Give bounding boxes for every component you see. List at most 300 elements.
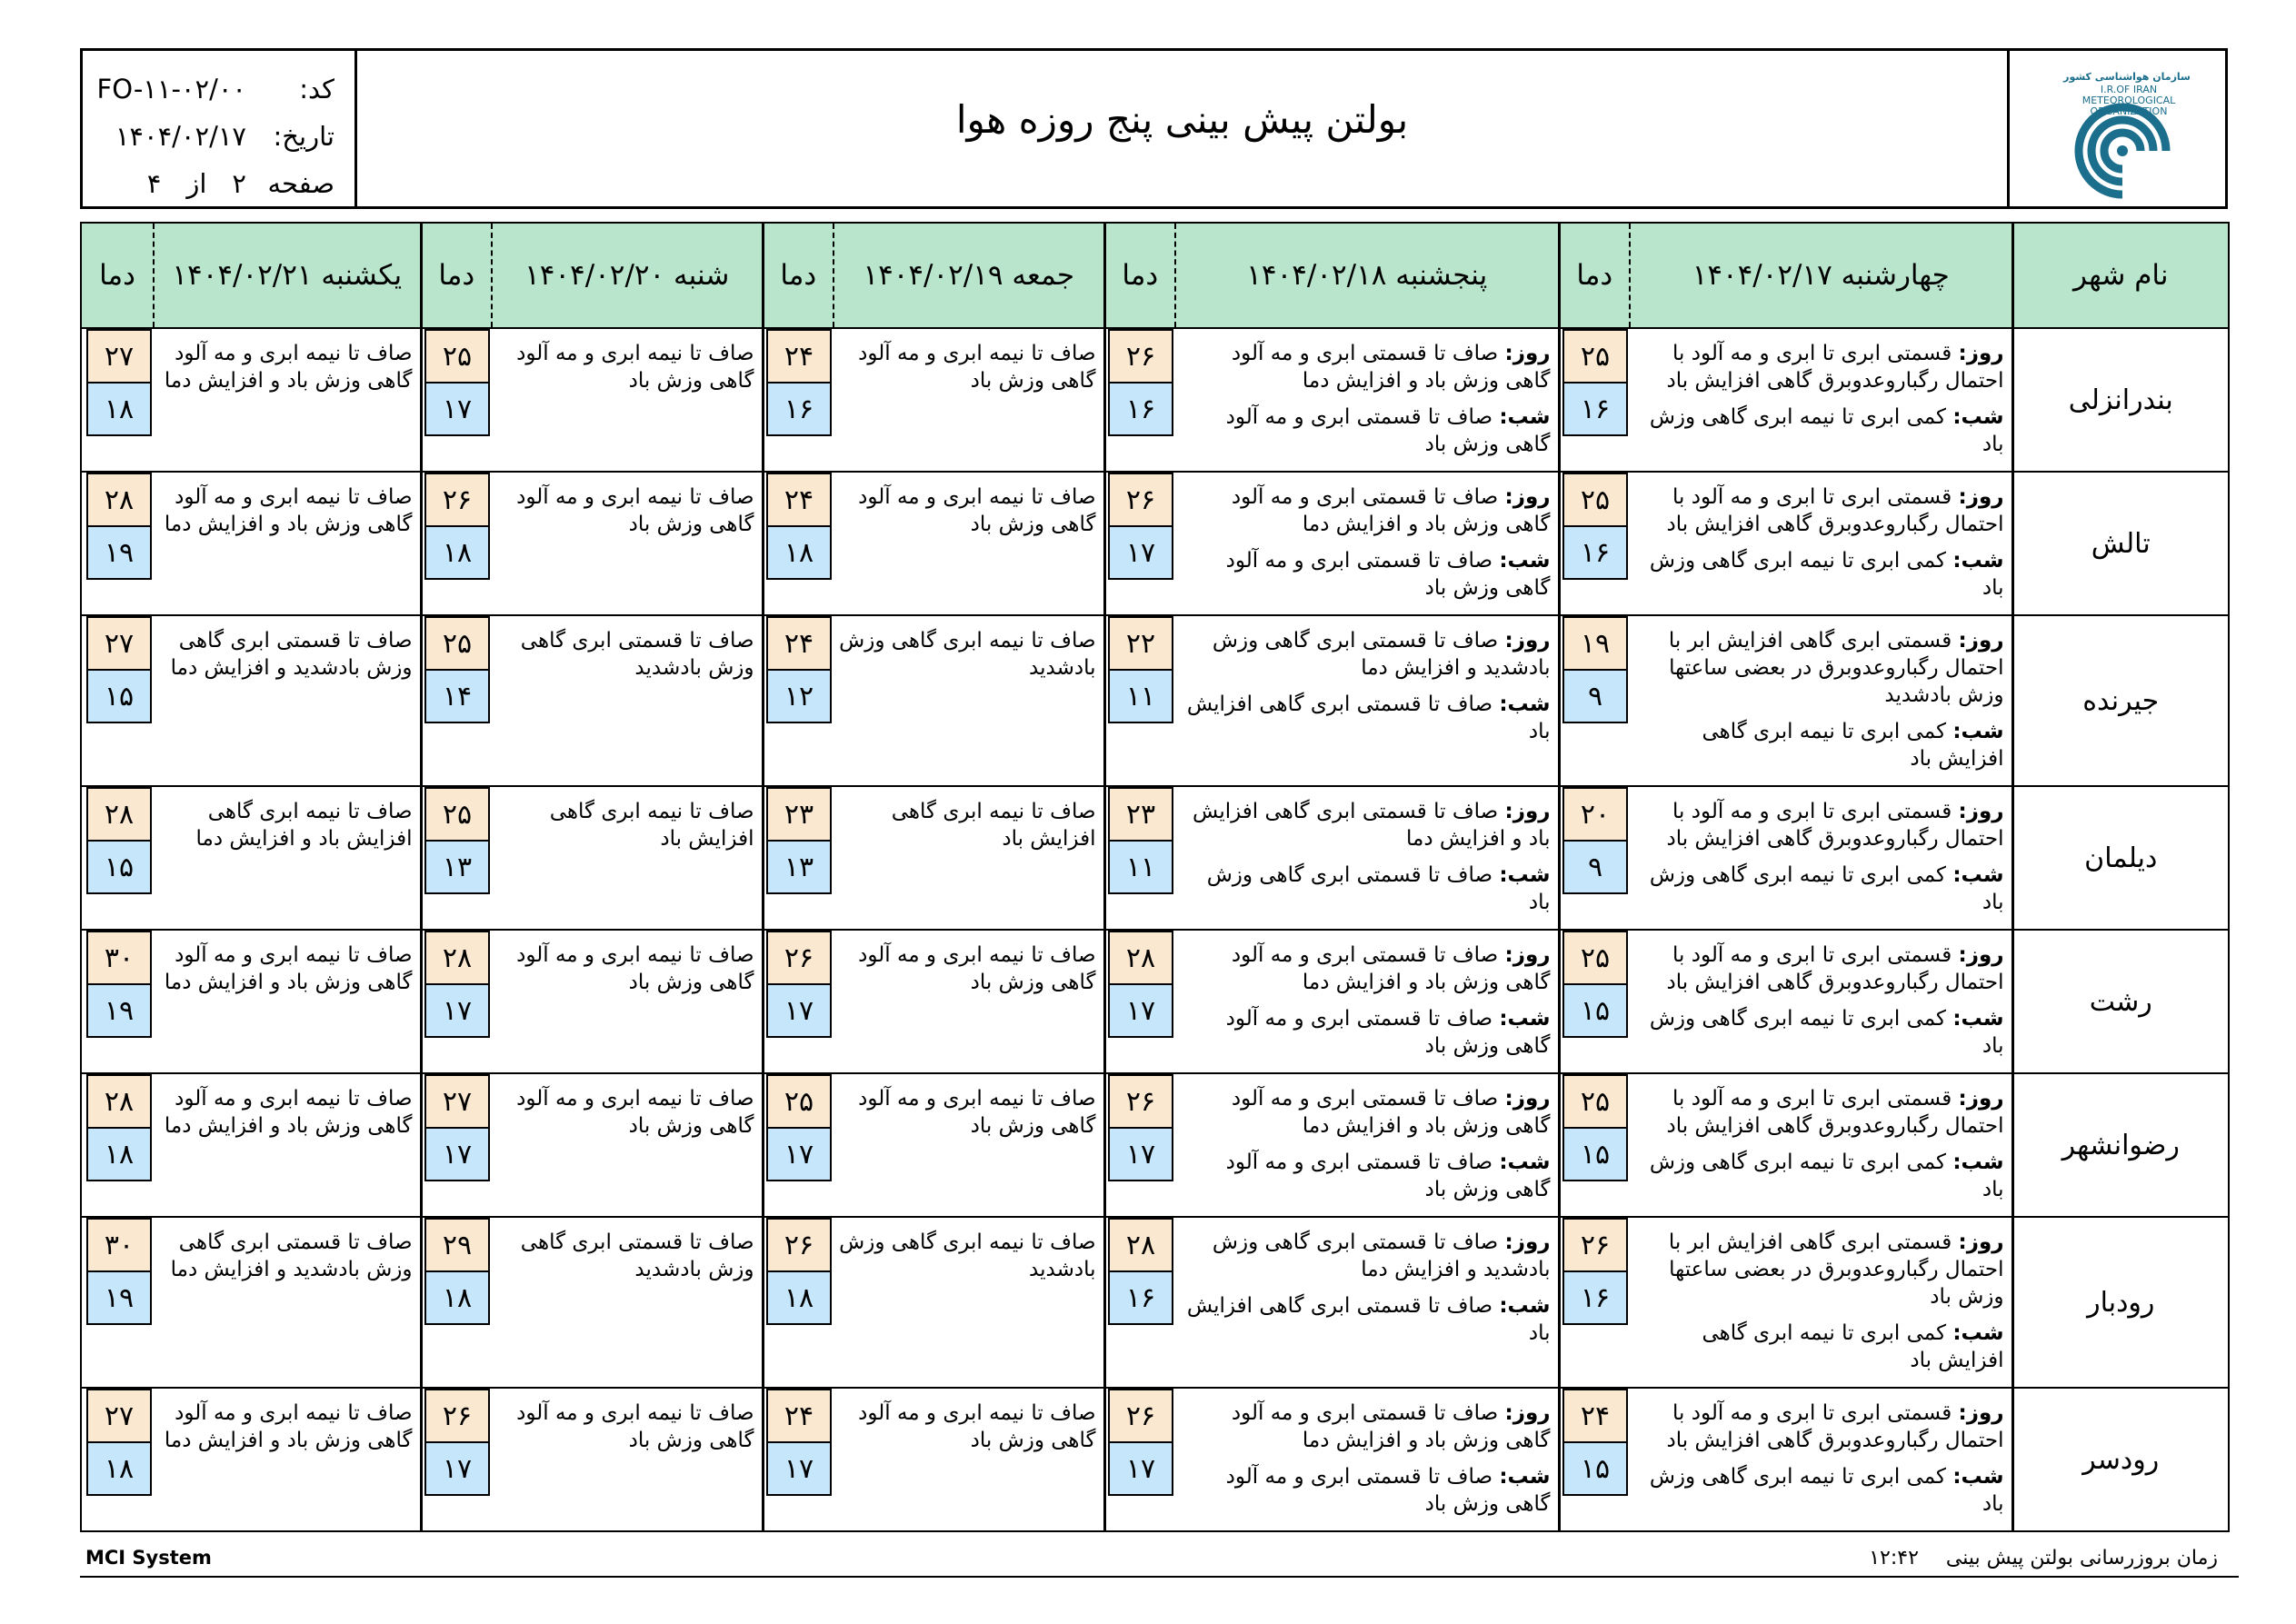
max-temperature: ۲۴ (768, 618, 830, 671)
temperature-box (1562, 1218, 1628, 1325)
temperature-cell (421, 472, 492, 615)
night-label: شب: (1499, 1151, 1551, 1174)
night-text: کمی ابری تا نیمه ابری گاهی افزایش باد (1702, 720, 2004, 771)
max-temperature: ۲۸ (1110, 932, 1172, 985)
min-temperature: ۱۸ (426, 1272, 488, 1323)
night-text: صاف تا قسمتی ابری و مه آلود گاهی وزش باد (1225, 405, 1551, 456)
min-temperature: ۱۹ (88, 985, 150, 1036)
temperature-cell (1559, 1217, 1630, 1388)
forecast-description (1630, 786, 2012, 930)
max-temperature: ۲۷ (88, 1390, 150, 1443)
day-label: روز: (1958, 1401, 2004, 1425)
forecast-description (492, 472, 763, 615)
forecast-text: صاف تا نیمه ابری و مه آلود گاهی وزش باد و افزایش دما (164, 342, 413, 393)
day-text: صاف تا قسمتی ابری و مه آلود گاهی وزش باد و افزایش دما (1231, 1087, 1551, 1138)
night-label: شب: (1499, 405, 1551, 429)
night-forecast (1181, 1463, 1551, 1518)
day-label: روز: (1958, 1230, 2004, 1254)
min-temperature: ۱۶ (1110, 384, 1172, 434)
day-text: قسمتی ابری تا ابری و مه آلود با احتمال رگباروعدوبرق گاهی افزایش باد (1666, 1087, 2004, 1138)
max-temperature: ۲۸ (88, 789, 150, 842)
temperature-cell (763, 615, 834, 786)
temperature-cell (81, 1388, 154, 1531)
max-temperature: ۲۸ (88, 1076, 150, 1129)
forecast-description (1630, 472, 2012, 615)
temperature-box (86, 616, 152, 723)
organization-logo (2007, 51, 2225, 206)
temperature-cell (81, 930, 154, 1073)
temperature-cell (81, 615, 154, 786)
table-row (81, 328, 2229, 472)
min-temperature: ۱۶ (1110, 1272, 1172, 1323)
night-text: صاف تا قسمتی ابری گاهی افزایش باد (1186, 1294, 1551, 1345)
temperature-cell (81, 1073, 154, 1217)
temperature-cell (421, 786, 492, 930)
temperature-box (766, 787, 832, 894)
table-row (81, 472, 2229, 615)
min-temperature: ۱۸ (768, 527, 830, 578)
max-temperature: ۲۶ (1110, 1076, 1172, 1129)
temperature-cell (1104, 1073, 1175, 1217)
day-label: روز: (1958, 342, 2004, 365)
max-temperature: ۲۵ (1564, 1076, 1626, 1129)
day-4-temp-header: دما (421, 223, 492, 328)
temperature-box (1108, 329, 1173, 436)
forecast-description (492, 1388, 763, 1531)
max-temperature: ۲۵ (426, 789, 488, 842)
min-temperature: ۱۷ (1110, 1129, 1172, 1180)
code-value: FO-۱۱-۰۲/۰۰ (96, 74, 246, 105)
update-label: زمان بروزرسانی بولتن پیش بینی (1945, 1547, 2218, 1569)
day-forecast (1181, 483, 1551, 538)
min-temperature: ۱۸ (88, 1129, 150, 1180)
day-text: قسمتی ابری گاهی افزایش ابر با احتمال رگباروعدوبرق در بعضی ساعتها وزش بادشدید (1668, 629, 2004, 707)
forecast-table-body (81, 328, 2229, 1531)
temperature-cell (763, 472, 834, 615)
day-text: قسمتی ابری تا ابری و مه آلود با احتمال رگباروعدوبرق گاهی افزایش باد (1666, 485, 2004, 536)
day-forecast (1635, 483, 2004, 538)
max-temperature: ۲۴ (768, 331, 830, 384)
forecast-description (1175, 328, 1559, 472)
min-temperature: ۱۷ (426, 1443, 488, 1494)
min-temperature: ۱۲ (768, 671, 830, 722)
min-temperature: ۱۷ (426, 1129, 488, 1180)
forecast-text: صاف تا نیمه ابری گاهی وزش بادشدید (839, 1230, 1096, 1281)
temperature-cell (763, 1388, 834, 1531)
night-label: شب: (1952, 549, 2004, 573)
min-temperature: ۱۵ (1564, 985, 1626, 1036)
forecast-text: صاف تا نیمه ابری و مه آلود گاهی وزش باد (516, 1401, 754, 1452)
city-column-header: نام شهر (2012, 223, 2229, 328)
forecast-table (80, 222, 2230, 1532)
night-forecast (1181, 1292, 1551, 1347)
forecast-description (834, 930, 1104, 1073)
max-temperature: ۲۶ (426, 474, 488, 527)
day-text: صاف تا قسمتی ابری و مه آلود گاهی وزش باد و افزایش دما (1231, 943, 1551, 994)
temperature-cell (1559, 786, 1630, 930)
temperature-box (86, 473, 152, 580)
forecast-text: صاف تا نیمه ابری و مه آلود گاهی وزش باد و افزایش دما (164, 943, 413, 994)
temperature-cell (81, 786, 154, 930)
night-text: صاف تا قسمتی ابری و مه آلود گاهی وزش باد (1225, 1151, 1551, 1201)
temperature-cell (421, 1073, 492, 1217)
min-temperature: ۱۷ (1110, 527, 1172, 578)
date-value: ۱۴۰۴/۰۲/۱۷ (115, 121, 246, 152)
page-of-label: از (186, 168, 207, 199)
max-temperature: ۱۹ (1564, 618, 1626, 671)
forecast-description (834, 1388, 1104, 1531)
max-temperature: ۲۵ (426, 331, 488, 384)
night-text: کمی ابری تا نیمه ابری گاهی وزش باد (1649, 1151, 2004, 1201)
night-label: شب: (1499, 863, 1551, 887)
min-temperature: ۱۸ (426, 527, 488, 578)
min-temperature: ۱۳ (426, 842, 488, 892)
temperature-box (86, 1218, 152, 1325)
night-text: کمی ابری تا نیمه ابری گاهی وزش باد (1649, 1465, 2004, 1516)
forecast-text: صاف تا نیمه ابری و مه آلود گاهی وزش باد (858, 943, 1096, 994)
min-temperature: ۹ (1564, 842, 1626, 892)
forecast-description (1630, 328, 2012, 472)
max-temperature: ۲۸ (426, 932, 488, 985)
max-temperature: ۲۶ (1564, 1220, 1626, 1272)
table-row (81, 1217, 2229, 1388)
table-row (81, 930, 2229, 1073)
temperature-box (766, 473, 832, 580)
day-forecast (1635, 1229, 2004, 1310)
max-temperature: ۲۴ (768, 474, 830, 527)
city-name: جیرنده (2012, 615, 2229, 786)
min-temperature: ۱۶ (1564, 1272, 1626, 1323)
footer-divider (80, 1576, 2239, 1578)
temperature-box (766, 931, 832, 1038)
forecast-description (492, 328, 763, 472)
day-text: صاف تا قسمتی ابری و مه آلود گاهی وزش باد و افزایش دما (1231, 1401, 1551, 1452)
night-label: شب: (1952, 1321, 2004, 1345)
night-label: شب: (1952, 1151, 2004, 1174)
temperature-box (424, 787, 490, 894)
temperature-cell (763, 786, 834, 930)
temperature-box (766, 1218, 832, 1325)
min-temperature: ۱۸ (768, 1272, 830, 1323)
day-label: روز: (1958, 800, 2004, 823)
day-text: قسمتی ابری گاهی افزایش ابر با احتمال رگباروعدوبرق در بعضی ساعتها وزش باد (1668, 1230, 2004, 1309)
max-temperature: ۲۷ (88, 618, 150, 671)
temperature-box (424, 1389, 490, 1496)
max-temperature: ۲۳ (768, 789, 830, 842)
forecast-text: صاف تا نیمه ابری گاهی افزایش باد و افزایش دما (195, 800, 413, 851)
min-temperature: ۱۵ (1564, 1129, 1626, 1180)
temperature-cell (421, 615, 492, 786)
night-forecast (1635, 862, 2004, 916)
forecast-text: صاف تا نیمه ابری گاهی وزش بادشدید (839, 629, 1096, 680)
forecast-description (1175, 1388, 1559, 1531)
forecast-description (154, 786, 421, 930)
forecast-description (1630, 1388, 2012, 1531)
day-text: صاف تا قسمتی ابری گاهی افزایش باد و افزایش دما (1193, 800, 1551, 851)
logo-en-line1: I.R.OF IRAN (2100, 83, 2157, 95)
forecast-description (834, 328, 1104, 472)
min-temperature: ۱۱ (1110, 842, 1172, 892)
day-3-temp-header: دما (763, 223, 834, 328)
temperature-box (424, 473, 490, 580)
min-temperature: ۱۳ (768, 842, 830, 892)
logo-en-line3: ORGANIZATION (2090, 105, 2167, 117)
day-1-header: چهارشنبه ۱۴۰۴/۰۲/۱۷ (1630, 223, 2012, 328)
temperature-box (766, 329, 832, 436)
temperature-box (1562, 616, 1628, 723)
day-label: روز: (1504, 629, 1551, 653)
forecast-text: صاف تا نیمه ابری و مه آلود گاهی وزش باد و افزایش دما (164, 485, 413, 536)
day-forecast (1635, 340, 2004, 394)
day-label: روز: (1958, 1087, 2004, 1111)
temperature-cell (1104, 472, 1175, 615)
max-temperature: ۲۴ (768, 1390, 830, 1443)
min-temperature: ۱۶ (1564, 527, 1626, 578)
max-temperature: ۲۴ (1564, 1390, 1626, 1443)
min-temperature: ۱۵ (88, 671, 150, 722)
page-number: ۲ (232, 168, 246, 199)
forecast-description (492, 1217, 763, 1388)
city-name: رضوانشهر (2012, 1073, 2229, 1217)
bulletin-title: بولتن پیش بینی پنج روزه هوا (955, 97, 1409, 142)
forecast-description (154, 1388, 421, 1531)
forecast-text: صاف تا نیمه ابری و مه آلود گاهی وزش باد و افزایش دما (164, 1401, 413, 1452)
update-info (1869, 1547, 2218, 1569)
max-temperature: ۲۷ (426, 1076, 488, 1129)
day-forecast (1181, 627, 1551, 682)
night-forecast (1181, 691, 1551, 745)
forecast-description (1175, 1073, 1559, 1217)
code-label: کد: (299, 74, 334, 105)
day-label: روز: (1504, 943, 1551, 967)
temperature-cell (1559, 328, 1630, 472)
max-temperature: ۲۳ (1110, 789, 1172, 842)
date-row (83, 113, 334, 160)
forecast-text: صاف تا قسمتی ابری گاهی وزش بادشدید و افزایش دما (170, 629, 413, 680)
night-forecast (1635, 1463, 2004, 1518)
max-temperature: ۳۰ (88, 1220, 150, 1272)
temperature-cell (1559, 1388, 1630, 1531)
temperature-box (1562, 931, 1628, 1038)
night-forecast (1635, 404, 2004, 458)
temperature-cell (763, 1217, 834, 1388)
table-row (81, 615, 2229, 786)
temperature-box (424, 329, 490, 436)
min-temperature: ۱۷ (426, 985, 488, 1036)
forecast-description (1630, 1217, 2012, 1388)
forecast-description (492, 786, 763, 930)
temperature-box (424, 1074, 490, 1181)
forecast-description (492, 615, 763, 786)
forecast-text: صاف تا قسمتی ابری گاهی وزش بادشدید و افزایش دما (170, 1230, 413, 1281)
night-text: کمی ابری تا نیمه ابری گاهی وزش باد (1649, 405, 2004, 456)
night-label: شب: (1952, 720, 2004, 743)
day-text: قسمتی ابری تا ابری و مه آلود با احتمال رگباروعدوبرق گاهی افزایش باد (1666, 943, 2004, 994)
temperature-cell (1104, 328, 1175, 472)
day-label: روز: (1958, 629, 2004, 653)
forecast-description (834, 1217, 1104, 1388)
max-temperature: ۲۶ (768, 1220, 830, 1272)
forecast-text: صاف تا نیمه ابری و مه آلود گاهی وزش باد (858, 485, 1096, 536)
forecast-description (834, 786, 1104, 930)
city-name: رودبار (2012, 1217, 2229, 1388)
day-label: روز: (1504, 1230, 1551, 1254)
forecast-description (1175, 1217, 1559, 1388)
day-forecast (1635, 942, 2004, 996)
forecast-description (1630, 930, 2012, 1073)
forecast-text: صاف تا قسمتی ابری گاهی وزش بادشدید (520, 1230, 754, 1281)
meteorological-organization-logo-icon (2027, 56, 2209, 202)
date-label: تاریخ: (273, 121, 334, 152)
max-temperature: ۲۸ (1110, 1220, 1172, 1272)
night-text: صاف تا قسمتی ابری و مه آلود گاهی وزش باد (1225, 549, 1551, 600)
day-5-header: یکشنبه ۱۴۰۴/۰۲/۲۱ (154, 223, 421, 328)
day-4-header: شنبه ۱۴۰۴/۰۲/۲۰ (492, 223, 763, 328)
forecast-description (154, 1217, 421, 1388)
min-temperature: ۱۶ (1564, 384, 1626, 434)
forecast-description (1175, 786, 1559, 930)
day-forecast (1635, 1085, 2004, 1140)
day-forecast (1635, 1400, 2004, 1454)
temperature-cell (1559, 615, 1630, 786)
temperature-cell (763, 930, 834, 1073)
min-temperature: ۱۷ (426, 384, 488, 434)
night-forecast (1181, 547, 1551, 602)
max-temperature: ۲۶ (1110, 331, 1172, 384)
temperature-box (1108, 473, 1173, 580)
temperature-box (1562, 1074, 1628, 1181)
temperature-box (1108, 931, 1173, 1038)
max-temperature: ۲۵ (1564, 932, 1626, 985)
night-forecast (1635, 718, 2004, 772)
day-2-header: پنجشنبه ۱۴۰۴/۰۲/۱۸ (1175, 223, 1559, 328)
min-temperature: ۱۹ (88, 527, 150, 578)
temperature-cell (81, 328, 154, 472)
day-forecast (1181, 798, 1551, 852)
temperature-cell (1104, 1217, 1175, 1388)
forecast-text: صاف تا نیمه ابری و مه آلود گاهی وزش باد (516, 1087, 754, 1138)
temperature-box (766, 1074, 832, 1181)
forecast-text: صاف تا نیمه ابری و مه آلود گاهی وزش باد (516, 943, 754, 994)
code-row (83, 65, 334, 113)
night-forecast (1635, 1005, 2004, 1060)
min-temperature: ۱۷ (1110, 985, 1172, 1036)
max-temperature: ۲۸ (88, 474, 150, 527)
temperature-box (1562, 1389, 1628, 1496)
page-total: ۴ (146, 168, 162, 199)
forecast-description (154, 930, 421, 1073)
temperature-cell (421, 1217, 492, 1388)
min-temperature: ۹ (1564, 671, 1626, 722)
day-label: روز: (1504, 800, 1551, 823)
temperature-cell (1104, 1388, 1175, 1531)
night-text: صاف تا قسمتی ابری گاهی وزش باد (1206, 863, 1551, 914)
temperature-box (766, 1389, 832, 1496)
temperature-cell (1559, 930, 1630, 1073)
day-2-temp-header: دما (1104, 223, 1175, 328)
forecast-description (834, 472, 1104, 615)
city-name: تالش (2012, 472, 2229, 615)
max-temperature: ۳۰ (88, 932, 150, 985)
temperature-cell (421, 930, 492, 1073)
forecast-text: صاف تا نیمه ابری و مه آلود گاهی وزش باد (858, 1401, 1096, 1452)
night-label: شب: (1499, 1294, 1551, 1318)
city-name: رودسر (2012, 1388, 2229, 1531)
min-temperature: ۱۸ (88, 384, 150, 434)
night-forecast (1181, 862, 1551, 916)
temperature-box (86, 787, 152, 894)
temperature-cell (1104, 930, 1175, 1073)
night-label: شب: (1952, 863, 2004, 887)
forecast-text: صاف تا نیمه ابری و مه آلود گاهی وزش باد (516, 342, 754, 393)
day-text: قسمتی ابری تا ابری و مه آلود با احتمال رگباروعدوبرق گاهی افزایش باد (1666, 342, 2004, 393)
system-name: MCI System (85, 1547, 212, 1569)
min-temperature: ۱۷ (768, 1129, 830, 1180)
night-label: شب: (1499, 549, 1551, 573)
forecast-description (492, 930, 763, 1073)
day-1-temp-header: دما (1559, 223, 1630, 328)
temperature-box (1562, 473, 1628, 580)
forecast-description (1630, 615, 2012, 786)
temperature-box (1108, 1389, 1173, 1496)
forecast-description (154, 615, 421, 786)
night-text: کمی ابری تا نیمه ابری گاهی وزش باد (1649, 549, 2004, 600)
max-temperature: ۲۹ (426, 1220, 488, 1272)
forecast-description (834, 615, 1104, 786)
table-row (81, 786, 2229, 930)
temperature-cell (421, 1388, 492, 1531)
forecast-text: صاف تا نیمه ابری و مه آلود گاهی وزش باد (516, 485, 754, 536)
forecast-text: صاف تا نیمه ابری و مه آلود گاهی وزش باد و افزایش دما (164, 1087, 413, 1138)
day-label: روز: (1504, 1087, 1551, 1111)
day-forecast (1181, 340, 1551, 394)
min-temperature: ۱۶ (768, 384, 830, 434)
forecast-text: صاف تا نیمه ابری و مه آلود گاهی وزش باد (858, 342, 1096, 393)
day-5-temp-header: دما (81, 223, 154, 328)
night-forecast (1181, 404, 1551, 458)
table-row (81, 1388, 2229, 1531)
temperature-cell (1559, 1073, 1630, 1217)
day-forecast (1181, 942, 1551, 996)
forecast-text: صاف تا نیمه ابری گاهی افزایش باد (549, 800, 754, 851)
page-label: صفحه (267, 168, 334, 199)
night-label: شب: (1952, 1007, 2004, 1031)
day-text: صاف تا قسمتی ابری گاهی وزش بادشدید و افزایش دما (1212, 629, 1551, 680)
night-text: صاف تا قسمتی ابری گاهی افزایش باد (1186, 692, 1551, 743)
temperature-cell (763, 1073, 834, 1217)
min-temperature: ۱۵ (1564, 1443, 1626, 1494)
day-label: روز: (1958, 485, 2004, 509)
night-label: شب: (1499, 692, 1551, 716)
temperature-box (1562, 787, 1628, 894)
temperature-cell (763, 328, 834, 472)
forecast-description (834, 1073, 1104, 1217)
bulletin-header (80, 48, 2228, 209)
night-forecast (1635, 547, 2004, 602)
min-temperature: ۱۷ (768, 985, 830, 1036)
night-label: شب: (1499, 1465, 1551, 1489)
night-forecast (1181, 1149, 1551, 1203)
night-forecast (1635, 1320, 2004, 1374)
night-text: کمی ابری تا نیمه ابری گاهی وزش باد (1649, 1007, 2004, 1058)
night-text: صاف تا قسمتی ابری و مه آلود گاهی وزش باد (1225, 1007, 1551, 1058)
day-text: صاف تا قسمتی ابری گاهی وزش بادشدید و افزایش دما (1212, 1230, 1551, 1281)
forecast-description (1175, 930, 1559, 1073)
night-forecast (1181, 1005, 1551, 1060)
table-row (81, 1073, 2229, 1217)
max-temperature: ۲۰ (1564, 789, 1626, 842)
day-text: قسمتی ابری تا ابری و مه آلود با احتمال رگباروعدوبرق گاهی افزایش باد (1666, 1401, 2004, 1452)
